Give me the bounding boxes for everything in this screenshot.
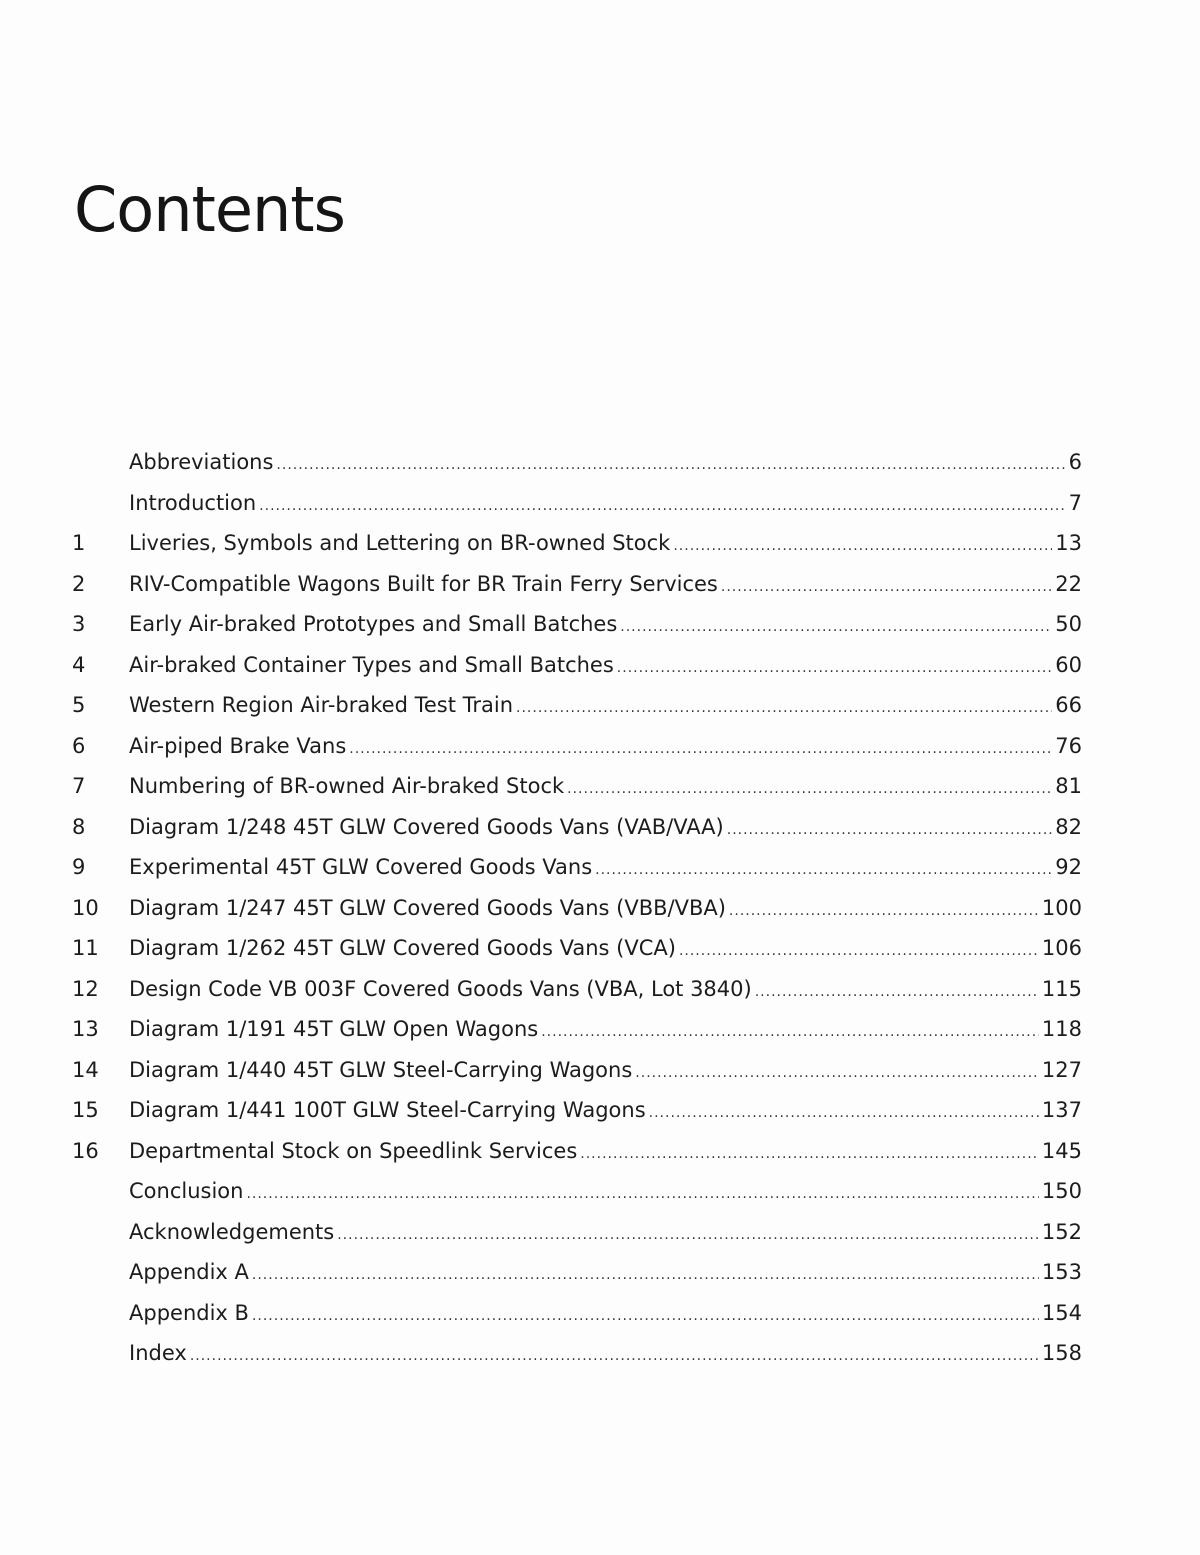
dot-leader [337, 1215, 1039, 1256]
page-number: 145 [1041, 1138, 1082, 1163]
toc-entry-chapter-14[interactable] [72, 1050, 1082, 1091]
dot-leader [727, 810, 1053, 851]
entry-title: Acknowledgements [129, 1219, 335, 1244]
dot-leader [252, 1255, 1039, 1296]
page-number: 92 [1055, 855, 1082, 879]
entry-title: Diagram 1/440 45T GLW Steel-Carrying Wagons [129, 1057, 633, 1082]
chapter-number: 15 [72, 1098, 99, 1122]
toc-entry-chapter-3[interactable] [72, 604, 1082, 645]
chapter-number: 3 [72, 612, 86, 636]
dot-leader [649, 1093, 1039, 1134]
chapter-number: 14 [72, 1057, 99, 1082]
chapter-number: 6 [72, 733, 86, 758]
chapter-number: 1 [72, 531, 86, 555]
toc-entry-chapter-11[interactable] [72, 928, 1082, 969]
entry-title: Abbreviations [129, 450, 274, 474]
page-number: 115 [1041, 976, 1082, 1001]
dot-leader [729, 891, 1039, 932]
entry-title: Diagram 1/262 45T GLW Covered Goods Vans (VCA) [129, 936, 676, 960]
dot-leader [276, 445, 1065, 486]
toc-entry-chapter-4[interactable] [72, 645, 1082, 686]
entry-title: Air-braked Container Types and Small Batches [129, 652, 614, 677]
toc-entry-chapter-12[interactable] [72, 969, 1082, 1010]
dot-leader [595, 850, 1052, 891]
toc-entry-chapter-15[interactable] [72, 1090, 1082, 1131]
page-number: 118 [1041, 1017, 1082, 1041]
entry-title: Experimental 45T GLW Covered Goods Vans [129, 855, 593, 879]
entry-title: Appendix B [129, 1300, 249, 1325]
dot-leader [679, 931, 1039, 972]
page-number: 66 [1055, 693, 1082, 717]
chapter-number: 11 [72, 936, 99, 960]
chapter-number: 9 [72, 855, 86, 879]
dot-leader [252, 1296, 1039, 1337]
chapter-number: 4 [72, 652, 86, 677]
entry-title: Departmental Stock on Speedlink Services [129, 1138, 578, 1163]
page-number: 152 [1041, 1219, 1082, 1244]
entry-title: Index [129, 1341, 187, 1365]
page-number: 50 [1055, 612, 1082, 636]
chapter-number: 10 [72, 895, 99, 920]
page-number: 158 [1041, 1341, 1082, 1365]
toc-entry-conclusion[interactable] [72, 1171, 1082, 1212]
table-of-contents [72, 442, 1082, 1374]
page-number: 81 [1055, 774, 1082, 798]
chapter-number: 13 [72, 1017, 99, 1041]
entry-title: RIV-Compatible Wagons Built for BR Train Ferry Services [129, 571, 718, 596]
page-number: 100 [1041, 895, 1082, 920]
page-number: 76 [1055, 733, 1082, 758]
chapter-number: 2 [72, 571, 86, 596]
entry-title: Appendix A [129, 1260, 249, 1284]
page-number: 137 [1041, 1098, 1082, 1122]
toc-entry-chapter-1[interactable] [72, 523, 1082, 564]
page-number: 127 [1041, 1057, 1082, 1082]
entry-title: Numbering of BR-owned Air-braked Stock [129, 774, 565, 798]
toc-entry-chapter-8[interactable] [72, 807, 1082, 848]
entry-title: Design Code VB 003F Covered Goods Vans (VBA, Lot 3840) [129, 976, 752, 1001]
page-number: 60 [1055, 652, 1082, 677]
entry-title: Western Region Air-braked Test Train [129, 693, 514, 717]
page-number: 6 [1068, 450, 1082, 474]
page-number: 154 [1041, 1300, 1082, 1325]
entry-title: Conclusion [129, 1179, 244, 1203]
dot-leader [541, 1012, 1039, 1053]
toc-entry-chapter-9[interactable] [72, 847, 1082, 888]
entry-title: Introduction [129, 490, 257, 515]
page-title: Contents [74, 173, 345, 246]
entry-title: Diagram 1/441 100T GLW Steel-Carrying Wagons [129, 1098, 646, 1122]
entry-title: Early Air-braked Prototypes and Small Batches [129, 612, 618, 636]
dot-leader [580, 1134, 1039, 1175]
page-number: 7 [1068, 490, 1082, 515]
chapter-number: 12 [72, 976, 99, 1001]
page-number: 153 [1041, 1260, 1082, 1284]
toc-entry-chapter-7[interactable] [72, 766, 1082, 807]
dot-leader [349, 729, 1052, 770]
page-number: 13 [1055, 531, 1082, 555]
chapter-number: 16 [72, 1138, 99, 1163]
chapter-number: 8 [72, 814, 86, 839]
entry-title: Air-piped Brake Vans [129, 733, 347, 758]
dot-leader [673, 526, 1052, 567]
dot-leader [246, 1174, 1038, 1215]
entry-title: Diagram 1/191 45T GLW Open Wagons [129, 1017, 539, 1041]
page-number: 82 [1055, 814, 1082, 839]
dot-leader [755, 972, 1039, 1013]
toc-entry-appendix-b[interactable] [72, 1293, 1082, 1334]
page-number: 150 [1041, 1179, 1082, 1203]
dot-leader [635, 1053, 1039, 1094]
dot-leader [259, 486, 1065, 527]
toc-entry-appendix-a[interactable] [72, 1252, 1082, 1293]
dot-leader [721, 567, 1052, 608]
dot-leader [190, 1336, 1039, 1377]
dot-leader [617, 648, 1052, 689]
toc-entry-chapter-2[interactable] [72, 564, 1082, 605]
page-number: 22 [1055, 571, 1082, 596]
chapter-number: 5 [72, 693, 86, 717]
toc-entry-chapter-16[interactable] [72, 1131, 1082, 1172]
entry-title: Diagram 1/248 45T GLW Covered Goods Vans (VAB/VAA) [129, 814, 724, 839]
toc-entry-acknowledgements[interactable] [72, 1212, 1082, 1253]
toc-entry-chapter-10[interactable] [72, 888, 1082, 929]
chapter-number: 7 [72, 774, 86, 798]
page-number: 106 [1041, 936, 1082, 960]
dot-leader [620, 607, 1052, 648]
toc-entry-chapter-13[interactable] [72, 1009, 1082, 1050]
entry-title: Liveries, Symbols and Lettering on BR-owned Stock [129, 531, 671, 555]
entry-title: Diagram 1/247 45T GLW Covered Goods Vans (VBB/VBA) [129, 895, 726, 920]
toc-entry-chapter-6[interactable] [72, 726, 1082, 767]
dot-leader [516, 688, 1052, 729]
toc-entry-index[interactable] [72, 1333, 1082, 1374]
toc-entry-abbreviations[interactable] [72, 442, 1082, 483]
toc-entry-introduction[interactable] [72, 483, 1082, 524]
toc-entry-chapter-5[interactable] [72, 685, 1082, 726]
dot-leader [567, 769, 1052, 810]
